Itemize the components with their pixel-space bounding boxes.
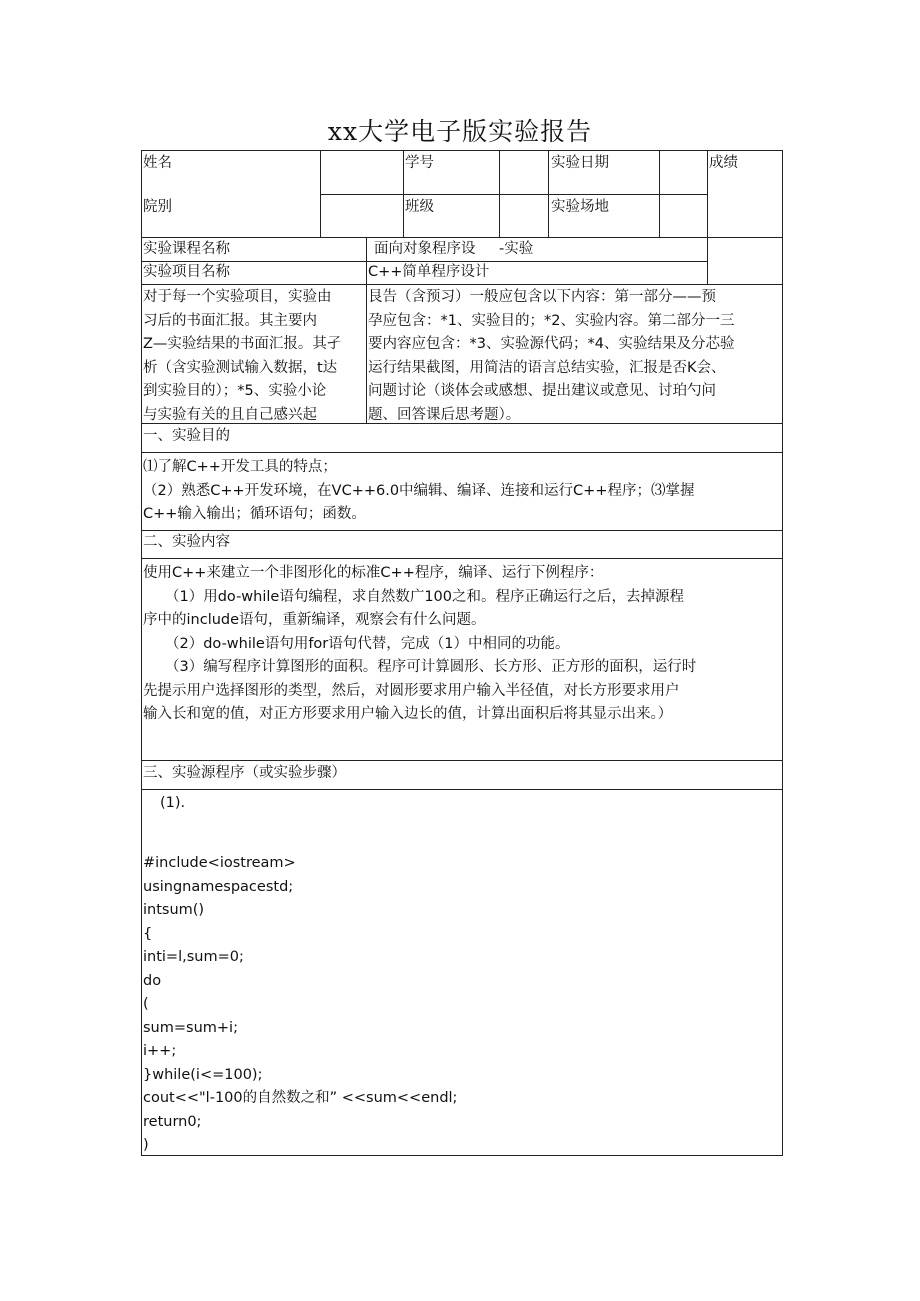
text-line: 与实验有关的且自己感兴起	[143, 406, 317, 423]
content-heading: 二、实验内容	[143, 534, 230, 550]
text-line: （2）熟悉C++开发环境，在VC++6.0中编辑、编译、连接和运行C++程序；⑶掌握	[143, 482, 695, 499]
college-label: 院别	[143, 199, 172, 215]
student-id-label: 学号	[405, 155, 434, 171]
row-divider	[320, 194, 707, 195]
column-divider	[403, 150, 404, 238]
code-line: (	[143, 996, 149, 1012]
text-line: （2）do-while语句用for语句代替，完成（1）中相同的功能。	[165, 635, 570, 652]
text-line: C++输入输出；循环语句；函数。	[143, 506, 366, 522]
text-line: 运行结果截图，用简洁的语言总结实验，汇报是否K会、	[368, 359, 726, 376]
column-divider	[659, 150, 660, 238]
text-line: 析（含实验测试输入数据，t达	[143, 359, 338, 376]
text-line: ⑴了解C++开发工具的特点；	[143, 459, 337, 475]
course-label: 实验课程名称	[143, 241, 230, 257]
text-line: 使用C++来建立一个非图形化的标准C++程序，编译、运行下例程序：	[143, 565, 604, 581]
row-divider	[141, 237, 783, 238]
code-line: i++;	[143, 1043, 177, 1059]
instructions-left	[143, 286, 365, 427]
code-line: #include<iostream>	[143, 855, 296, 871]
code-line: sum=sum+i;	[143, 1019, 238, 1036]
text-line: 序中的include语句，重新编译，观察会有什么问题。	[143, 612, 486, 628]
location-label: 实验场地	[551, 199, 609, 215]
course-value: 面向对象程序设	[374, 241, 476, 257]
row-divider	[141, 530, 783, 531]
code-line: cout<<"l-100的自然数之和” <<sum<<endl;	[143, 1090, 458, 1106]
text-line: 输入长和宽的值，对正方形要求用户输入边长的值，计算出面积后将其显示出来。）	[143, 706, 673, 722]
course-suffix: -实验	[499, 241, 534, 257]
class-label: 班级	[405, 199, 434, 215]
source-heading: 三、实验源程序（或实验步骤）	[143, 765, 346, 781]
code-line: intsum()	[143, 902, 205, 918]
purpose-heading: 一、实验目的	[143, 428, 230, 444]
text-line: 习后的书面汇报。其主要内	[143, 312, 317, 329]
row-divider	[141, 760, 783, 761]
grade-label: 成绩	[709, 155, 738, 171]
row-divider	[141, 789, 783, 790]
text-line: 对于每一个实验项目，实验由	[143, 289, 332, 305]
text-line: 艮告（含预习）一般应包含以下内容：第一部分——预	[368, 289, 716, 305]
column-divider	[548, 150, 549, 238]
date-label: 实验日期	[551, 155, 609, 171]
source-index: (1).	[160, 795, 186, 811]
code-line: do	[143, 972, 162, 989]
report-title: xx大学电子版实验报告	[327, 117, 593, 146]
row-divider	[141, 452, 783, 453]
source-code	[143, 852, 457, 1158]
purpose-body	[143, 456, 694, 527]
text-line: 到实验目的）；*5、实验小论	[143, 383, 327, 399]
column-divider	[707, 150, 708, 285]
column-divider	[366, 237, 367, 424]
text-line: Z—实验结果的书面汇报。其孑	[143, 336, 342, 352]
text-line: 先提示用户选择图形的类型，然后，对圆形要求用户输入半径值，对长方形要求用户	[143, 682, 680, 699]
code-line: usingnamespacestd;	[143, 878, 294, 895]
column-divider	[320, 150, 321, 238]
row-divider	[141, 284, 783, 285]
text-line: 题、回答课后思考题）。	[368, 406, 521, 423]
code-line: {	[143, 925, 153, 942]
text-line: （3）编写程序计算图形的面积。程序可计算圆形、长方形、正方形的面积，运行时	[165, 659, 697, 675]
code-line: }while(i<=100);	[143, 1066, 263, 1083]
code-line: )	[143, 1137, 149, 1153]
row-divider	[141, 558, 783, 559]
project-value: C++简单程序设计	[368, 264, 490, 280]
text-line: （1）用do-while语句编程，求自然数广100之和。程序正确运行之后，去掉源程	[165, 588, 685, 605]
name-label: 姓名	[143, 155, 172, 171]
code-line: return0;	[143, 1113, 202, 1130]
code-line: inti=l,sum=0;	[143, 949, 244, 965]
project-label: 实验项目名称	[143, 264, 230, 280]
content-body	[143, 562, 696, 727]
text-line: 问题讨论（谈体会或感想、提出建议或意见、讨珀勺问	[368, 383, 716, 399]
text-line: 孕应包含：*1、实验目的；*2、实验内容。第二部分一三	[368, 312, 735, 329]
column-divider	[499, 150, 500, 238]
text-line: 要内容应包含：*3、实验源代码；*4、实验结果及分芯验	[368, 336, 735, 352]
instructions-right	[368, 286, 782, 427]
